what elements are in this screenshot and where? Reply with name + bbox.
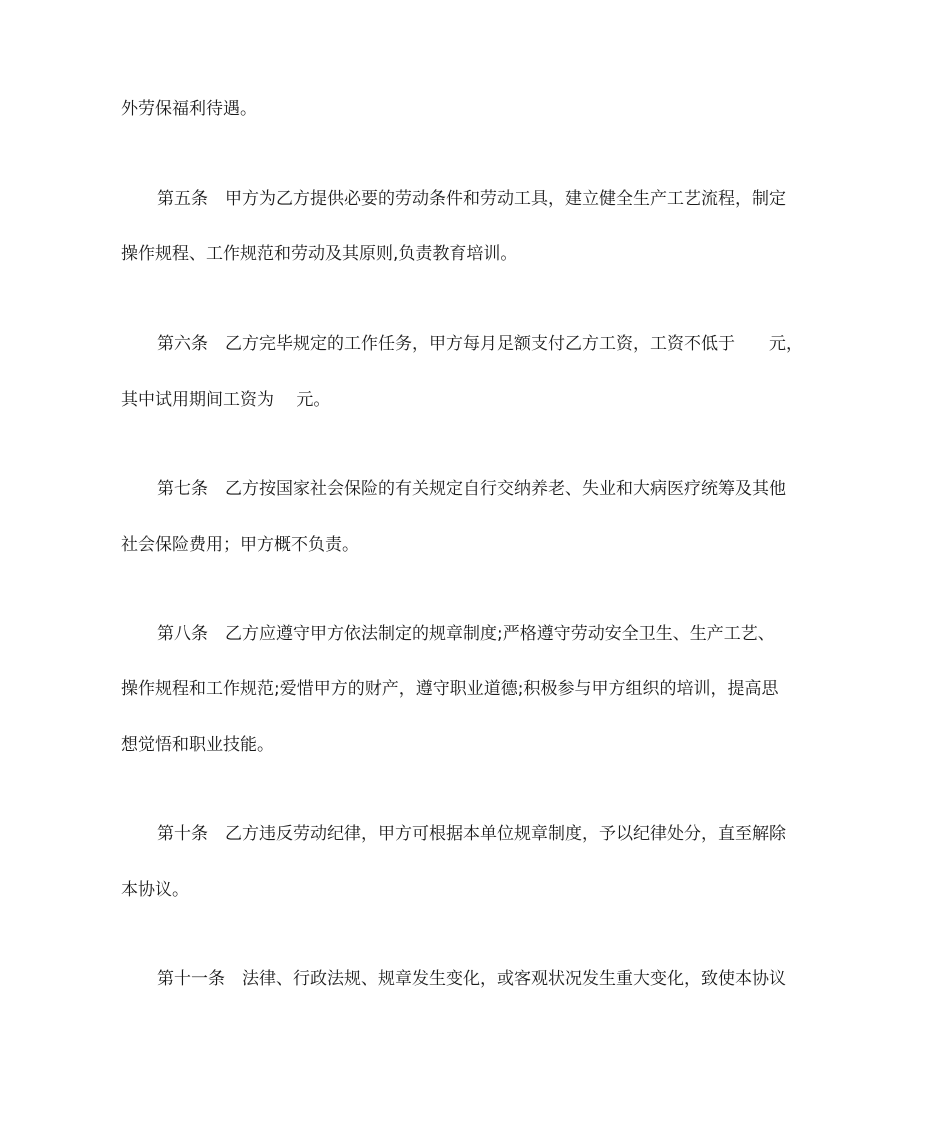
- article-10-heading-line: 第十条 乙方违反劳动纪律，甲方可根据本单位规章制度，予以纪律处分，直至解除: [157, 824, 786, 844]
- text-line: 操作规程和工作规范;爱惜甲方的财产，遵守职业道德;积极参与甲方组织的培训，提高思: [121, 679, 779, 699]
- article-5-heading-line: 第五条 甲方为乙方提供必要的劳动条件和劳动工具，建立健全生产工艺流程，制定: [157, 189, 786, 209]
- text-line: 外劳保福利待遇。: [121, 99, 257, 119]
- article-8-heading-line: 第八条 乙方应遵守甲方依法制定的规章制度;严格遵守劳动安全卫生、生产工艺、: [157, 624, 775, 644]
- article-7-heading-line: 第七条 乙方按国家社会保险的有关规定自行交纳养老、失业和大病医疗统筹及其他: [157, 479, 786, 499]
- text-line: 想觉悟和职业技能。: [121, 735, 274, 755]
- text-line: 本协议。: [121, 880, 189, 900]
- text-line: 社会保险费用；甲方概不负责。: [121, 535, 359, 555]
- article-6-heading-line: 第六条 乙方完毕规定的工作任务，甲方每月足额支付乙方工资，工资不低于 元，: [157, 334, 803, 354]
- text-line: 其中试用期间工资为 元。: [121, 390, 331, 410]
- text-line: 操作规程、工作规范和劳动及其原则,负责教育培训。: [121, 244, 518, 264]
- article-11-heading-line: 第十一条 法律、行政法规、规章发生变化，或客观状况发生重大变化，致使本协议: [157, 969, 786, 989]
